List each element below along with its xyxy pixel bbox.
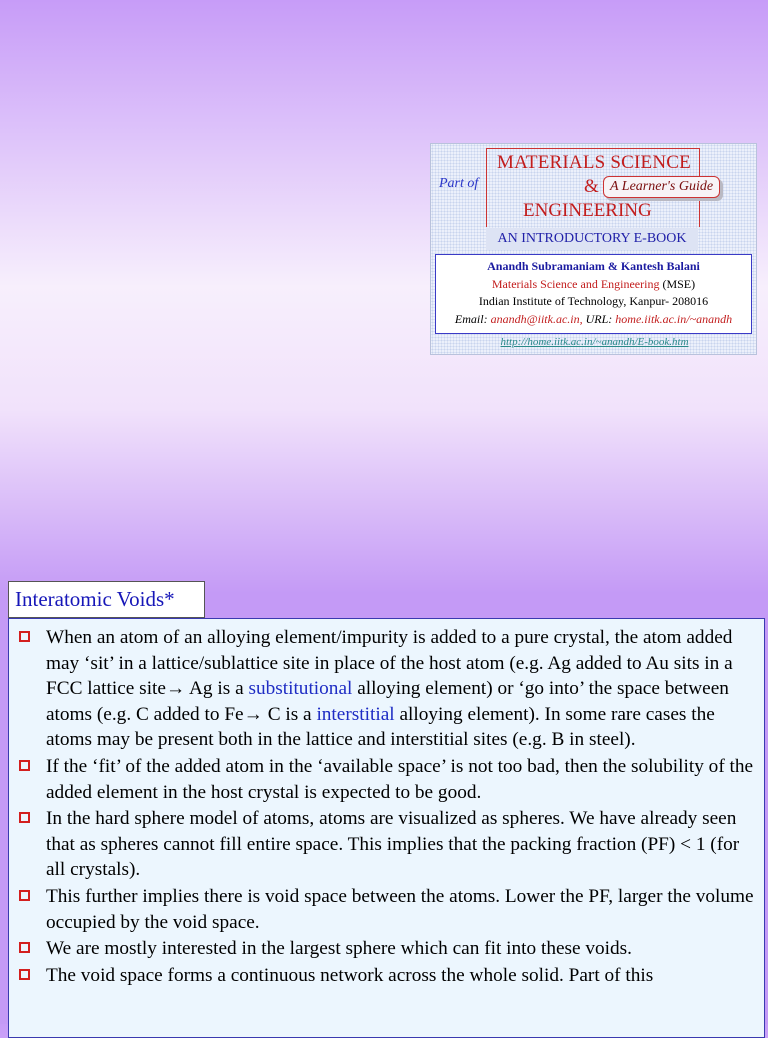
bullet-item [19, 936, 758, 962]
term-interstitial: interstitial [316, 703, 395, 725]
book-title-ampersand: & [584, 176, 599, 197]
contact-line [436, 311, 751, 329]
ebook-subtitle: AN INTRODUCTORY E-BOOK [486, 228, 698, 250]
bullet-text: In the hard sphere model of atoms, atoms are visualized as spheres. We have already seen that as spheres cannot fill entire space. This implies that the packing fraction (PF) < 1 (for all crystals). [46, 808, 740, 881]
bullet-square-icon [19, 969, 30, 980]
bullet-item [19, 884, 758, 935]
book-title-line2: ENGINEERING [523, 200, 652, 221]
bullet-square-icon [19, 890, 30, 901]
bullet-text: alloying element) or ‘go into’ the space between atoms (e.g. C added to Fe→ C is a [46, 678, 729, 725]
bullet-square-icon [19, 812, 30, 823]
institute-line: Indian Institute of Technology, Kanpur- 208016 [478, 294, 709, 308]
bullet-item [19, 806, 758, 883]
authors-box [435, 254, 752, 334]
bullet-text: This further implies there is void space between the atoms. Lower the PF, larger the volume occupied by the void space. [46, 885, 754, 933]
bullet-square-icon [19, 760, 30, 771]
bullet-text: We are mostly interested in the largest sphere which can fit into these voids. [46, 938, 633, 960]
authors-names: Anandh Subramaniam & Kantesh Balani [487, 259, 700, 273]
learners-guide-badge: A Learner's Guide [603, 176, 720, 198]
book-title-line1: MATERIALS SCIENCE [497, 152, 691, 173]
bullet-text: If the ‘fit’ of the added atom in the ‘available space’ is not too bad, then the solubility of the added element in the host crystal is expected to be good. [46, 755, 754, 803]
bullet-text: When an atom of an alloying element/impurity is added to a pure crystal, the atom added may ‘sit’ in a lattice/sublattice site in place of the host atom (e.g. Ag added to Au sits in a FCC lattice site→ Ag is a [46, 627, 733, 700]
slide-title: Interatomic Voids* [8, 581, 205, 618]
bullet-item [19, 963, 758, 989]
bullet-square-icon [19, 631, 30, 642]
department-name: Materials Science and Engineering [491, 276, 660, 291]
bullet-item [19, 625, 758, 753]
slide-content-box [8, 618, 765, 1038]
homepage-url[interactable]: home.iitk.ac.in/~anandh [615, 311, 733, 326]
bullet-list [9, 619, 764, 988]
ebook-cover-box [430, 143, 757, 355]
term-substitutional: substitutional [248, 678, 353, 700]
email-address[interactable]: anandh@iitk.ac.in, [490, 311, 583, 326]
bullet-text: The void space forms a continuous network across the whole solid. Part of this [46, 964, 654, 986]
bullet-square-icon [19, 942, 30, 953]
bullet-text: alloying element). In some rare cases the atoms may be present both in the lattice and interstitial sites (e.g. B in steel). [46, 703, 715, 751]
url-label: URL: [585, 311, 613, 326]
bullet-item [19, 754, 758, 805]
email-label: Email: [454, 311, 488, 326]
department-abbr: (MSE) [662, 276, 696, 291]
ebook-link[interactable]: http://home.iitk.ac.in/~anandh/E-book.htm [500, 336, 689, 348]
department-line [436, 276, 751, 294]
part-of-label: Part of [439, 176, 479, 191]
